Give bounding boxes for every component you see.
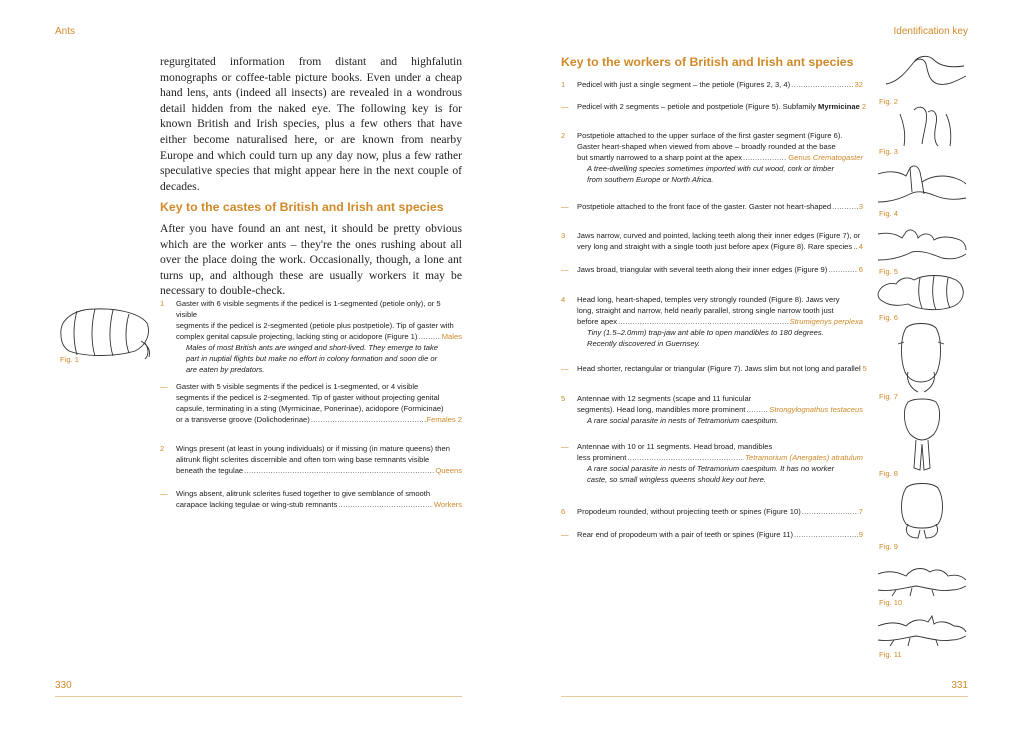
footer-rule-right (561, 696, 968, 697)
leader-dots (802, 506, 858, 517)
figure-8-head-drawing (900, 398, 944, 472)
workers-heading: Key to the workers of British and Irish ant species (561, 55, 854, 69)
couplet-note: A rare social parasite in nests of Tetramorium caespitum. (587, 416, 779, 425)
running-head-right: Identification key (893, 26, 968, 37)
fig-11-label: Fig. 11 (879, 650, 902, 659)
couplet-number: — (561, 442, 569, 451)
couplet-line: Head long, heart-shaped, temples very strongly rounded (Figure 8). Jaws very (577, 295, 840, 304)
couplet-line: segments if the pedicel is 2-segmented. Tip of gaster without projecting genital (176, 393, 440, 402)
couplet-number: — (561, 265, 569, 274)
couplet-result: 6 (858, 265, 863, 274)
couplet-note: A tree-dwelling species sometimes imported with cut wood, cork or timber (587, 164, 835, 173)
couplet-result-workers: Workers (433, 500, 462, 509)
couplet-number: — (561, 364, 569, 373)
fig-5-label: Fig. 5 (879, 267, 898, 276)
leader-dots (853, 241, 858, 252)
couplet-result: 32 (854, 80, 863, 89)
couplet-result-species: Tetramorium (Anergates) atratulum (745, 453, 863, 462)
couplet-line: Jaws broad, triangular with several teeth along their inner edges (Figure 9) (577, 265, 828, 274)
couplet-result-queens: Queens (435, 466, 462, 475)
subfamily-name: Myrmicinae (818, 102, 860, 111)
figure-1-male-gaster-drawing (55, 305, 155, 360)
fig-7-label: Fig. 7 (879, 392, 898, 401)
couplet-line: beneath the tegulae (176, 466, 244, 475)
couplet-line: carapace lacking tegulae or wing-stub remnants (176, 500, 338, 509)
page-number-right: 331 (951, 680, 968, 691)
couplet-line: Head shorter, rectangular or triangular (Figure 7). Jaws slim but not long and parallel (577, 364, 861, 373)
couplet-result-males: Males (441, 332, 462, 341)
couplet-result: 2 (861, 102, 867, 111)
intro-paragraph: regurgitated information from distant and highfalutin monographs or coffee-table picture books. Even under a cheap hand lens, ants (indeed all insects) are revealed in a wondrous detail hidden from the naked eye. The following key is for known British and Irish species, plus a few others that have either become naturalised here, or are known from nearby Europe and which could turn up any day now, plus a few rather speculative species that might appear here in the next couple of decades. (160, 55, 462, 193)
couplet-line: Antennae with 10 or 11 segments. Head broad, mandibles (577, 442, 773, 451)
couplet-number: 3 (561, 231, 566, 240)
couplet-number: 6 (561, 507, 566, 516)
couplet-number: — (561, 202, 569, 211)
couplet-line: Wings absent, alitrunk sclerites fused together to give semblance of smooth (176, 489, 431, 498)
couplet-line: Jaws narrow, curved and pointed, lacking teeth along their inner edges (Figure 7), or (577, 231, 861, 240)
fig-10-label: Fig. 10 (879, 598, 903, 607)
couplet-number: 5 (561, 394, 566, 403)
couplet-line: less prominent (577, 453, 627, 462)
couplet-number: 2 (561, 131, 566, 140)
leader-dots (627, 452, 744, 463)
couplet-number: — (561, 102, 569, 111)
couplet-result: 4 (858, 242, 863, 251)
fig-9-label: Fig. 9 (879, 542, 898, 551)
couplet-line: Propodeum rounded, without projecting teeth or spines (Figure 10) (577, 507, 801, 516)
leader-dots (746, 404, 768, 415)
couplet-result-species: Strongylognathus testaceus (769, 405, 863, 414)
couplet-number: 4 (561, 295, 566, 304)
couplet-number: 1 (160, 299, 165, 308)
couplet-line: Antennae with 12 segments (scape and 11 funicular (577, 394, 752, 403)
couplet-line: before apex (577, 317, 618, 326)
couplet-result-taxon: Crematogaster (812, 153, 863, 162)
couplet-line: capsule, terminating in a sting (Myrmicinae, Ponerinae), acidopore (Formicinae) (176, 404, 444, 413)
couplet-note: are eaten by predators. (186, 365, 265, 374)
figure-7-head-drawing (896, 322, 946, 394)
couplet-line: Wings present (at least in young individuals) or if missing (in mature queens) then (176, 444, 450, 453)
couplet-number: — (160, 489, 168, 498)
couplet-number: 1 (561, 80, 566, 89)
couplet-line: or a transverse groove (Dolichoderinae) (176, 415, 310, 424)
castes-heading: Key to the castes of British and Irish ant species (160, 200, 444, 214)
figure-2-petiole-drawing (884, 54, 968, 96)
couplet-note: Males of most British ants are winged and short-lived. They emerge to take (186, 343, 438, 352)
figure-11-propodeum-drawing (876, 610, 968, 648)
figure-3-petiole-drawing (884, 104, 968, 148)
couplet-note: from southern Europe or North Africa. (587, 175, 714, 184)
couplet-number: — (561, 530, 569, 539)
fig-2-label: Fig. 2 (879, 97, 898, 106)
couplet-line: alitrunk flight sclerites discernible and often torn wing base remnants visible (176, 455, 430, 464)
running-head-left: Ants (55, 26, 76, 37)
couplet-result: 5 (862, 364, 867, 373)
couplet-note: A rare social parasite in nests of Tetramorium caespitum. It has no worker (587, 464, 835, 473)
couplet-note: part in nuptial flights but make no effort in colony formation and soon die or (186, 354, 438, 363)
couplet-line: segments if the pedicel is 2-segmented (petiole plus postpetiole). Tip of gaster with (176, 321, 454, 330)
couplet-line: segments). Head long, mandibles more prominent (577, 405, 746, 414)
couplet-note: Recently discovered in Guernsey. (587, 339, 700, 348)
figure-9-head-drawing (896, 482, 948, 542)
couplet-line: Gaster with 5 visible segments if the pedicel is 1-segmented, or 4 visible (176, 382, 419, 391)
fig-6-label: Fig. 6 (879, 313, 898, 322)
fig-3-label: Fig. 3 (879, 147, 898, 156)
castes-paragraph: After you have found an ant nest, it should be pretty obvious which are the worker ants – they're the ones rushing about all over the place doing the work. Occasionally, though, a lone ant turns up, and although these are usually workers it may be necessary to double-check. (160, 222, 462, 298)
figure-5-postpetiole-drawing (876, 224, 968, 264)
couplet-number: — (160, 382, 168, 391)
couplet-result-females: Females 2 (426, 415, 462, 424)
fig-1-label: Fig. 1 (60, 355, 79, 364)
figure-6-gaster-drawing (874, 272, 968, 312)
couplet-line: long, straight and narrow, held nearly parallel, strong single narrow tooth just (577, 306, 834, 315)
leader-dots (791, 79, 853, 90)
couplet-line: Gaster heart-shaped when viewed from above – broadly rounded at the base (577, 142, 836, 151)
result-prefix: Genus (788, 153, 811, 162)
leader-dots (338, 499, 433, 510)
leader-dots (743, 152, 787, 163)
footer-rule-left (55, 696, 462, 697)
figure-4-petiole-drawing (876, 162, 968, 206)
fig-4-label: Fig. 4 (879, 209, 898, 218)
leader-dots (828, 264, 857, 275)
leader-dots (794, 529, 858, 540)
fig-8-label: Fig. 8 (879, 469, 898, 478)
couplet-line: but smartly narrowed to a sharp point at the apex (577, 153, 743, 162)
couplet-note: caste, so small wingless queens should key out here. (587, 475, 766, 484)
couplet-line: Pedicel with 2 segments – petiole and postpetiole (Figure 5). Subfamily (577, 102, 816, 111)
leader-dots (832, 201, 858, 212)
leader-dots (418, 331, 440, 342)
couplet-line: very long and straight with a single tooth just before apex (Figure 8). Rare species (577, 242, 853, 251)
leader-dots (311, 414, 426, 425)
couplet-result: 9 (858, 530, 863, 539)
couplet-result-species: Strumigenys perplexa (789, 317, 863, 326)
couplet-line: Pedicel with just a single segment – the petiole (Figures 2, 3, 4) (577, 80, 791, 89)
figure-10-propodeum-drawing (876, 560, 968, 598)
couplet-line: Postpetiole attached to the upper surface of the first gaster segment (Figure 6). (577, 131, 843, 140)
leader-dots (618, 316, 788, 327)
couplet-line: Rear end of propodeum with a pair of teeth or spines (Figure 11) (577, 530, 793, 539)
couplet-line: Gaster with 6 visible segments if the pedicel is 1-segmented (petiole only), or 5 visible (176, 299, 441, 319)
couplet-line: Postpetiole attached to the front face of the gaster. Gaster not heart-shaped (577, 202, 832, 211)
couplet-note: Tiny (1.5–2.0mm) trap-jaw ant able to open mandibles to 180 degrees. (587, 328, 824, 337)
leader-dots (244, 465, 434, 476)
couplet-number: 2 (160, 444, 165, 453)
couplet-result: 3 (858, 202, 863, 211)
couplet-line: complex genital capsule projecting, lacking sting or acidopore (Figure 1) (176, 332, 418, 341)
page-number-left: 330 (55, 680, 72, 691)
couplet-result: 7 (858, 507, 863, 516)
